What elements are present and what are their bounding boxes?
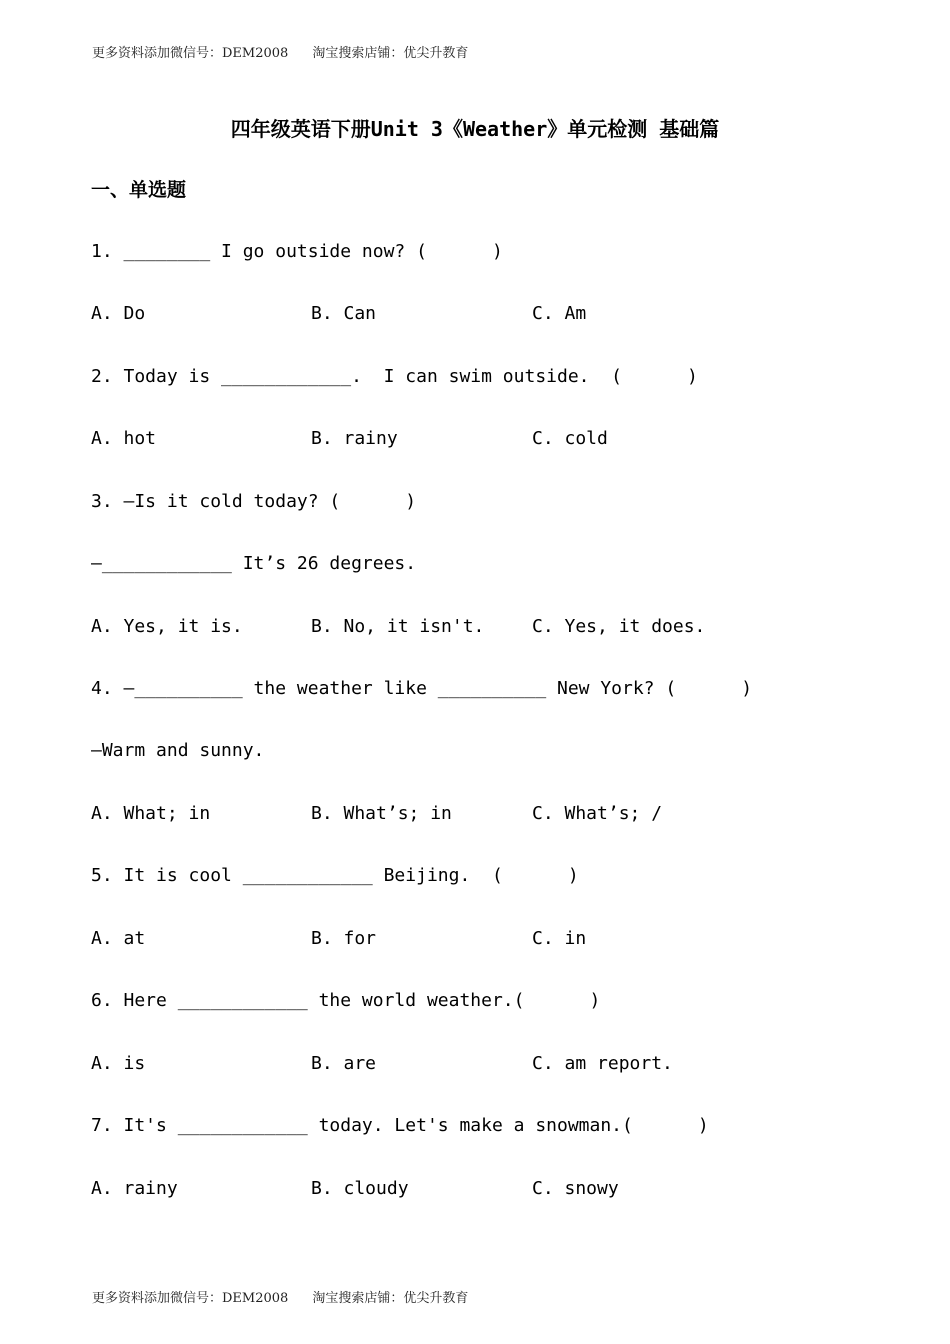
document-title: 四年级英语下册Unit 3《Weather》单元检测 基础篇 bbox=[230, 117, 720, 141]
q5-option-a: A. at bbox=[91, 928, 146, 949]
q2-option-c: C. cold bbox=[532, 428, 608, 449]
q7-option-b: B. cloudy bbox=[311, 1178, 409, 1199]
section-heading: 一、单选题 bbox=[91, 179, 187, 201]
q6-option-b: B. are bbox=[311, 1053, 377, 1074]
q3-option-c: C. Yes, it does. bbox=[532, 616, 706, 637]
question-3-reply: —____________ It’s 26 degrees. bbox=[91, 553, 417, 574]
question-3: 3. —Is it cold today? ( ) bbox=[91, 491, 417, 512]
q3-option-b: B. No, it isn't. bbox=[311, 616, 485, 637]
footer-shop: 淘宝搜索店铺：优尖升教育 bbox=[312, 1291, 469, 1306]
q6-option-c: C. am report. bbox=[532, 1053, 673, 1074]
question-1: 1. ________ I go outside now? ( ) bbox=[91, 241, 503, 262]
q1-option-a: A. Do bbox=[91, 303, 146, 324]
question-2: 2. Today is ____________. I can swim outside. ( ) bbox=[91, 366, 698, 387]
q5-option-c: C. in bbox=[532, 928, 587, 949]
header-wechat: 更多资料添加微信号：DEM2008 bbox=[92, 46, 289, 61]
page-footer bbox=[92, 1287, 468, 1306]
q3-option-a: A. Yes, it is. bbox=[91, 616, 243, 637]
q7-option-a: A. rainy bbox=[91, 1178, 178, 1199]
q4-option-c: C. What’s; / bbox=[532, 803, 663, 824]
question-5: 5. It is cool ____________ Beijing. ( ) bbox=[91, 865, 579, 886]
q2-option-a: A. hot bbox=[91, 428, 157, 449]
page-header bbox=[92, 42, 468, 61]
q4-option-b: B. What’s; in bbox=[311, 803, 452, 824]
q7-option-c: C. snowy bbox=[532, 1178, 619, 1199]
q6-option-a: A. is bbox=[91, 1053, 146, 1074]
question-4-reply: —Warm and sunny. bbox=[91, 740, 265, 761]
q1-option-b: B. Can bbox=[311, 303, 377, 324]
header-shop: 淘宝搜索店铺：优尖升教育 bbox=[312, 46, 469, 61]
q4-option-a: A. What; in bbox=[91, 803, 211, 824]
footer-wechat: 更多资料添加微信号：DEM2008 bbox=[92, 1291, 289, 1306]
question-4: 4. —__________ the weather like __________ New York? ( ) bbox=[91, 678, 753, 699]
q2-option-b: B. rainy bbox=[311, 428, 398, 449]
q5-option-b: B. for bbox=[311, 928, 377, 949]
question-6: 6. Here ____________ the world weather.( ) bbox=[91, 990, 601, 1011]
question-7: 7. It's ____________ today. Let's make a snowman.( ) bbox=[91, 1115, 709, 1136]
q1-option-c: C. Am bbox=[532, 303, 587, 324]
